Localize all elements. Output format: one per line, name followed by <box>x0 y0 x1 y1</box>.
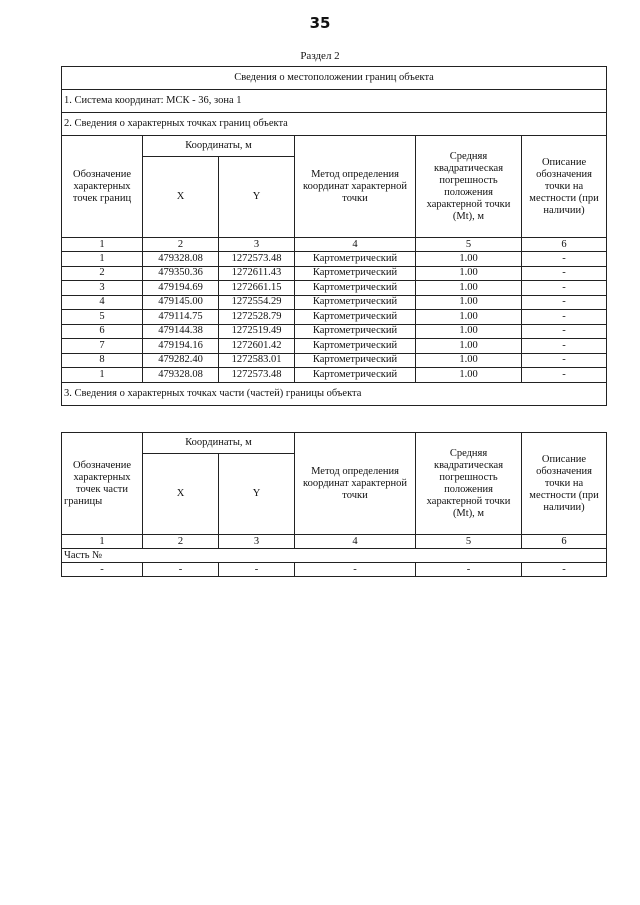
column-number: 6 <box>522 238 607 252</box>
method-cell: Картометрический <box>295 295 416 310</box>
table-row <box>62 353 607 368</box>
point-number-cell: 3 <box>62 281 143 296</box>
part2-heading: 2. Сведения о характерных точках границ объекта <box>62 113 607 136</box>
y-coordinate-cell: 1272519.49 <box>219 324 295 339</box>
coordinate-system: 1. Система координат: МСК - 36, зона 1 <box>62 90 607 113</box>
column-number: 2 <box>143 535 219 549</box>
method-cell: Картометрический <box>295 266 416 281</box>
method-cell: Картометрический <box>295 252 416 267</box>
section-label: Раздел 2 <box>300 50 340 62</box>
header-y: Y <box>219 157 295 238</box>
method-cell: Картометрический <box>295 368 416 383</box>
empty-cell: - <box>62 563 143 577</box>
point-number-cell: 8 <box>62 353 143 368</box>
column-number: 3 <box>219 535 295 549</box>
description-cell: - <box>522 310 607 325</box>
y-coordinate-cell: 1272573.48 <box>219 368 295 383</box>
method-cell: Картометрический <box>295 324 416 339</box>
y-coordinate-cell: 1272611.43 <box>219 266 295 281</box>
x-coordinate-cell: 479282.40 <box>143 353 219 368</box>
column-number: 5 <box>416 535 522 549</box>
error-cell: 1.00 <box>416 281 522 296</box>
boundary-points-table <box>61 66 607 406</box>
table-row <box>62 252 607 267</box>
header-designation: Обозначение характерных точек части границы <box>62 433 143 535</box>
empty-cell: - <box>295 563 416 577</box>
point-number-cell: 1 <box>62 368 143 383</box>
x-coordinate-cell: 479194.16 <box>143 339 219 354</box>
y-coordinate-cell: 1272661.15 <box>219 281 295 296</box>
method-cell: Картометрический <box>295 339 416 354</box>
description-cell: - <box>522 339 607 354</box>
column-number: 1 <box>62 535 143 549</box>
description-cell: - <box>522 281 607 296</box>
point-number-cell: 1 <box>62 252 143 267</box>
column-number: 1 <box>62 238 143 252</box>
table-title: Сведения о местоположении границ объекта <box>62 67 607 90</box>
part-points-table <box>61 432 607 577</box>
empty-cell: - <box>219 563 295 577</box>
description-cell: - <box>522 353 607 368</box>
error-cell: 1.00 <box>416 266 522 281</box>
error-cell: 1.00 <box>416 353 522 368</box>
error-cell: 1.00 <box>416 339 522 354</box>
table-row <box>62 295 607 310</box>
table-row <box>62 324 607 339</box>
column-number: 3 <box>219 238 295 252</box>
column-number: 5 <box>416 238 522 252</box>
header-coordinates: Координаты, м <box>143 433 295 454</box>
point-number-cell: 7 <box>62 339 143 354</box>
y-coordinate-cell: 1272601.42 <box>219 339 295 354</box>
header-description: Описание обозначения точки на местности (при наличии) <box>522 136 607 238</box>
empty-cell: - <box>522 563 607 577</box>
header-x: X <box>143 454 219 535</box>
x-coordinate-cell: 479350.36 <box>143 266 219 281</box>
part3-heading: 3. Сведения о характерных точках части (частей) границы объекта <box>62 382 607 405</box>
y-coordinate-cell: 1272528.79 <box>219 310 295 325</box>
header-y: Y <box>219 454 295 535</box>
point-number-cell: 5 <box>62 310 143 325</box>
header-method: Метод определения координат характерной точки <box>295 136 416 238</box>
column-number: 2 <box>143 238 219 252</box>
header-error: Средняя квадратическая погрешность положения характерной точки (Mt), м <box>416 433 522 535</box>
method-cell: Картометрический <box>295 281 416 296</box>
error-cell: 1.00 <box>416 310 522 325</box>
description-cell: - <box>522 266 607 281</box>
y-coordinate-cell: 1272554.29 <box>219 295 295 310</box>
method-cell: Картометрический <box>295 310 416 325</box>
column-number: 4 <box>295 535 416 549</box>
description-cell: - <box>522 368 607 383</box>
header-designation: Обозначение характерных точек границ <box>62 136 143 238</box>
x-coordinate-cell: 479144.38 <box>143 324 219 339</box>
x-coordinate-cell: 479328.08 <box>143 368 219 383</box>
error-cell: 1.00 <box>416 368 522 383</box>
error-cell: 1.00 <box>416 252 522 267</box>
empty-cell: - <box>143 563 219 577</box>
column-number: 4 <box>295 238 416 252</box>
error-cell: 1.00 <box>416 324 522 339</box>
x-coordinate-cell: 479194.69 <box>143 281 219 296</box>
x-coordinate-cell: 479145.00 <box>143 295 219 310</box>
point-number-cell: 2 <box>62 266 143 281</box>
table-row <box>62 368 607 383</box>
description-cell: - <box>522 324 607 339</box>
table-row <box>62 266 607 281</box>
header-x: X <box>143 157 219 238</box>
header-coordinates: Координаты, м <box>143 136 295 157</box>
error-cell: 1.00 <box>416 295 522 310</box>
x-coordinate-cell: 479328.08 <box>143 252 219 267</box>
table-row <box>62 281 607 296</box>
description-cell: - <box>522 295 607 310</box>
column-number: 6 <box>522 535 607 549</box>
page-number: 35 <box>309 14 331 32</box>
y-coordinate-cell: 1272583.01 <box>219 353 295 368</box>
points-body <box>62 252 607 383</box>
header-method: Метод определения координат характерной точки <box>295 433 416 535</box>
table-row <box>62 339 607 354</box>
x-coordinate-cell: 479114.75 <box>143 310 219 325</box>
point-number-cell: 6 <box>62 324 143 339</box>
table-row <box>62 310 607 325</box>
header-error: Средняя квадратическая погрешность положения характерной точки (Mt), м <box>416 136 522 238</box>
empty-cell: - <box>416 563 522 577</box>
y-coordinate-cell: 1272573.48 <box>219 252 295 267</box>
header-description: Описание обозначения точки на местности (при наличии) <box>522 433 607 535</box>
method-cell: Картометрический <box>295 353 416 368</box>
point-number-cell: 4 <box>62 295 143 310</box>
part-label: Часть № <box>62 549 607 563</box>
description-cell: - <box>522 252 607 267</box>
